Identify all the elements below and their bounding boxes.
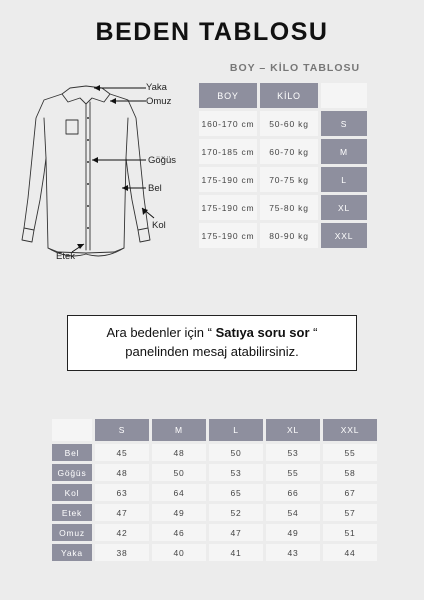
value-cell: 51 bbox=[323, 524, 377, 541]
value-cell: 46 bbox=[152, 524, 206, 541]
shirt-icon bbox=[18, 78, 198, 273]
measurement-row bbox=[52, 444, 377, 461]
boy-kilo-row bbox=[199, 223, 367, 248]
label-kol: Kol bbox=[152, 220, 166, 231]
row-label: Göğüs bbox=[52, 464, 92, 481]
value-cell: 64 bbox=[152, 484, 206, 501]
kilo-cell: 75-80 kg bbox=[260, 195, 318, 220]
boy-kilo-row bbox=[199, 139, 367, 164]
boy-cell: 170-185 cm bbox=[199, 139, 257, 164]
notice-suffix: “ bbox=[309, 325, 318, 340]
value-cell: 55 bbox=[323, 444, 377, 461]
notice-prefix: Ara bedenler için “ bbox=[106, 325, 216, 340]
value-cell: 63 bbox=[95, 484, 149, 501]
value-cell: 48 bbox=[152, 444, 206, 461]
value-cell: 38 bbox=[95, 544, 149, 561]
boy-kilo-row bbox=[199, 167, 367, 192]
value-cell: 66 bbox=[266, 484, 320, 501]
shirt-diagram bbox=[18, 78, 198, 273]
page-title: BEDEN TABLOSU bbox=[95, 18, 329, 46]
size-cell: M bbox=[321, 139, 367, 164]
kilo-header: KİLO bbox=[260, 83, 318, 108]
size-cell: S bbox=[321, 111, 367, 136]
value-cell: 67 bbox=[323, 484, 377, 501]
boy-cell: 175-190 cm bbox=[199, 223, 257, 248]
blank-header-cell bbox=[321, 83, 367, 108]
value-cell: 54 bbox=[266, 504, 320, 521]
measurement-row bbox=[52, 524, 377, 541]
value-cell: 49 bbox=[266, 524, 320, 541]
value-cell: 40 bbox=[152, 544, 206, 561]
boy-kilo-header-row bbox=[199, 83, 367, 108]
measurement-row bbox=[52, 544, 377, 561]
boy-kilo-row bbox=[199, 195, 367, 220]
measurement-row bbox=[52, 504, 377, 521]
size-header: L bbox=[209, 419, 263, 441]
kilo-cell: 60-70 kg bbox=[260, 139, 318, 164]
value-cell: 48 bbox=[95, 464, 149, 481]
label-bel: Bel bbox=[148, 183, 162, 194]
value-cell: 43 bbox=[266, 544, 320, 561]
measurement-table bbox=[49, 416, 380, 564]
row-label: Etek bbox=[52, 504, 92, 521]
value-cell: 50 bbox=[152, 464, 206, 481]
boy-header: BOY bbox=[199, 83, 257, 108]
size-header: S bbox=[95, 419, 149, 441]
value-cell: 53 bbox=[266, 444, 320, 461]
blank-header-cell bbox=[52, 419, 92, 441]
row-label: Bel bbox=[52, 444, 92, 461]
boy-kilo-row bbox=[199, 111, 367, 136]
value-cell: 65 bbox=[209, 484, 263, 501]
notice-box bbox=[67, 315, 357, 371]
boy-kilo-title: BOY – KİLO TABLOSU bbox=[229, 62, 361, 74]
size-header: XXL bbox=[323, 419, 377, 441]
value-cell: 47 bbox=[95, 504, 149, 521]
boy-cell: 175-190 cm bbox=[199, 195, 257, 220]
value-cell: 52 bbox=[209, 504, 263, 521]
boy-cell: 160-170 cm bbox=[199, 111, 257, 136]
kilo-cell: 80-90 kg bbox=[260, 223, 318, 248]
boy-kilo-table bbox=[196, 80, 370, 251]
value-cell: 45 bbox=[95, 444, 149, 461]
label-yaka: Yaka bbox=[146, 82, 167, 93]
size-header: XL bbox=[266, 419, 320, 441]
value-cell: 50 bbox=[209, 444, 263, 461]
row-label: Kol bbox=[52, 484, 92, 501]
size-cell: XL bbox=[321, 195, 367, 220]
size-cell: L bbox=[321, 167, 367, 192]
value-cell: 57 bbox=[323, 504, 377, 521]
value-cell: 41 bbox=[209, 544, 263, 561]
label-gogus: Göğüs bbox=[148, 155, 176, 166]
notice-line-2: panelinden mesaj atabilirsiniz. bbox=[125, 344, 299, 359]
label-etek: Etek bbox=[56, 251, 76, 262]
value-cell: 53 bbox=[209, 464, 263, 481]
value-cell: 55 bbox=[266, 464, 320, 481]
value-cell: 42 bbox=[95, 524, 149, 541]
value-cell: 49 bbox=[152, 504, 206, 521]
kilo-cell: 50-60 kg bbox=[260, 111, 318, 136]
value-cell: 58 bbox=[323, 464, 377, 481]
measurement-header-row bbox=[52, 419, 377, 441]
value-cell: 47 bbox=[209, 524, 263, 541]
notice-line-1 bbox=[68, 323, 356, 342]
row-label: Omuz bbox=[52, 524, 92, 541]
row-label: Yaka bbox=[52, 544, 92, 561]
measurement-row bbox=[52, 464, 377, 481]
size-cell: XXL bbox=[321, 223, 367, 248]
size-header: M bbox=[152, 419, 206, 441]
notice-highlight: Satıya soru sor bbox=[215, 325, 310, 340]
boy-cell: 175-190 cm bbox=[199, 167, 257, 192]
kilo-cell: 70-75 kg bbox=[260, 167, 318, 192]
label-omuz: Omuz bbox=[146, 96, 172, 107]
measurement-row bbox=[52, 484, 377, 501]
value-cell: 44 bbox=[323, 544, 377, 561]
